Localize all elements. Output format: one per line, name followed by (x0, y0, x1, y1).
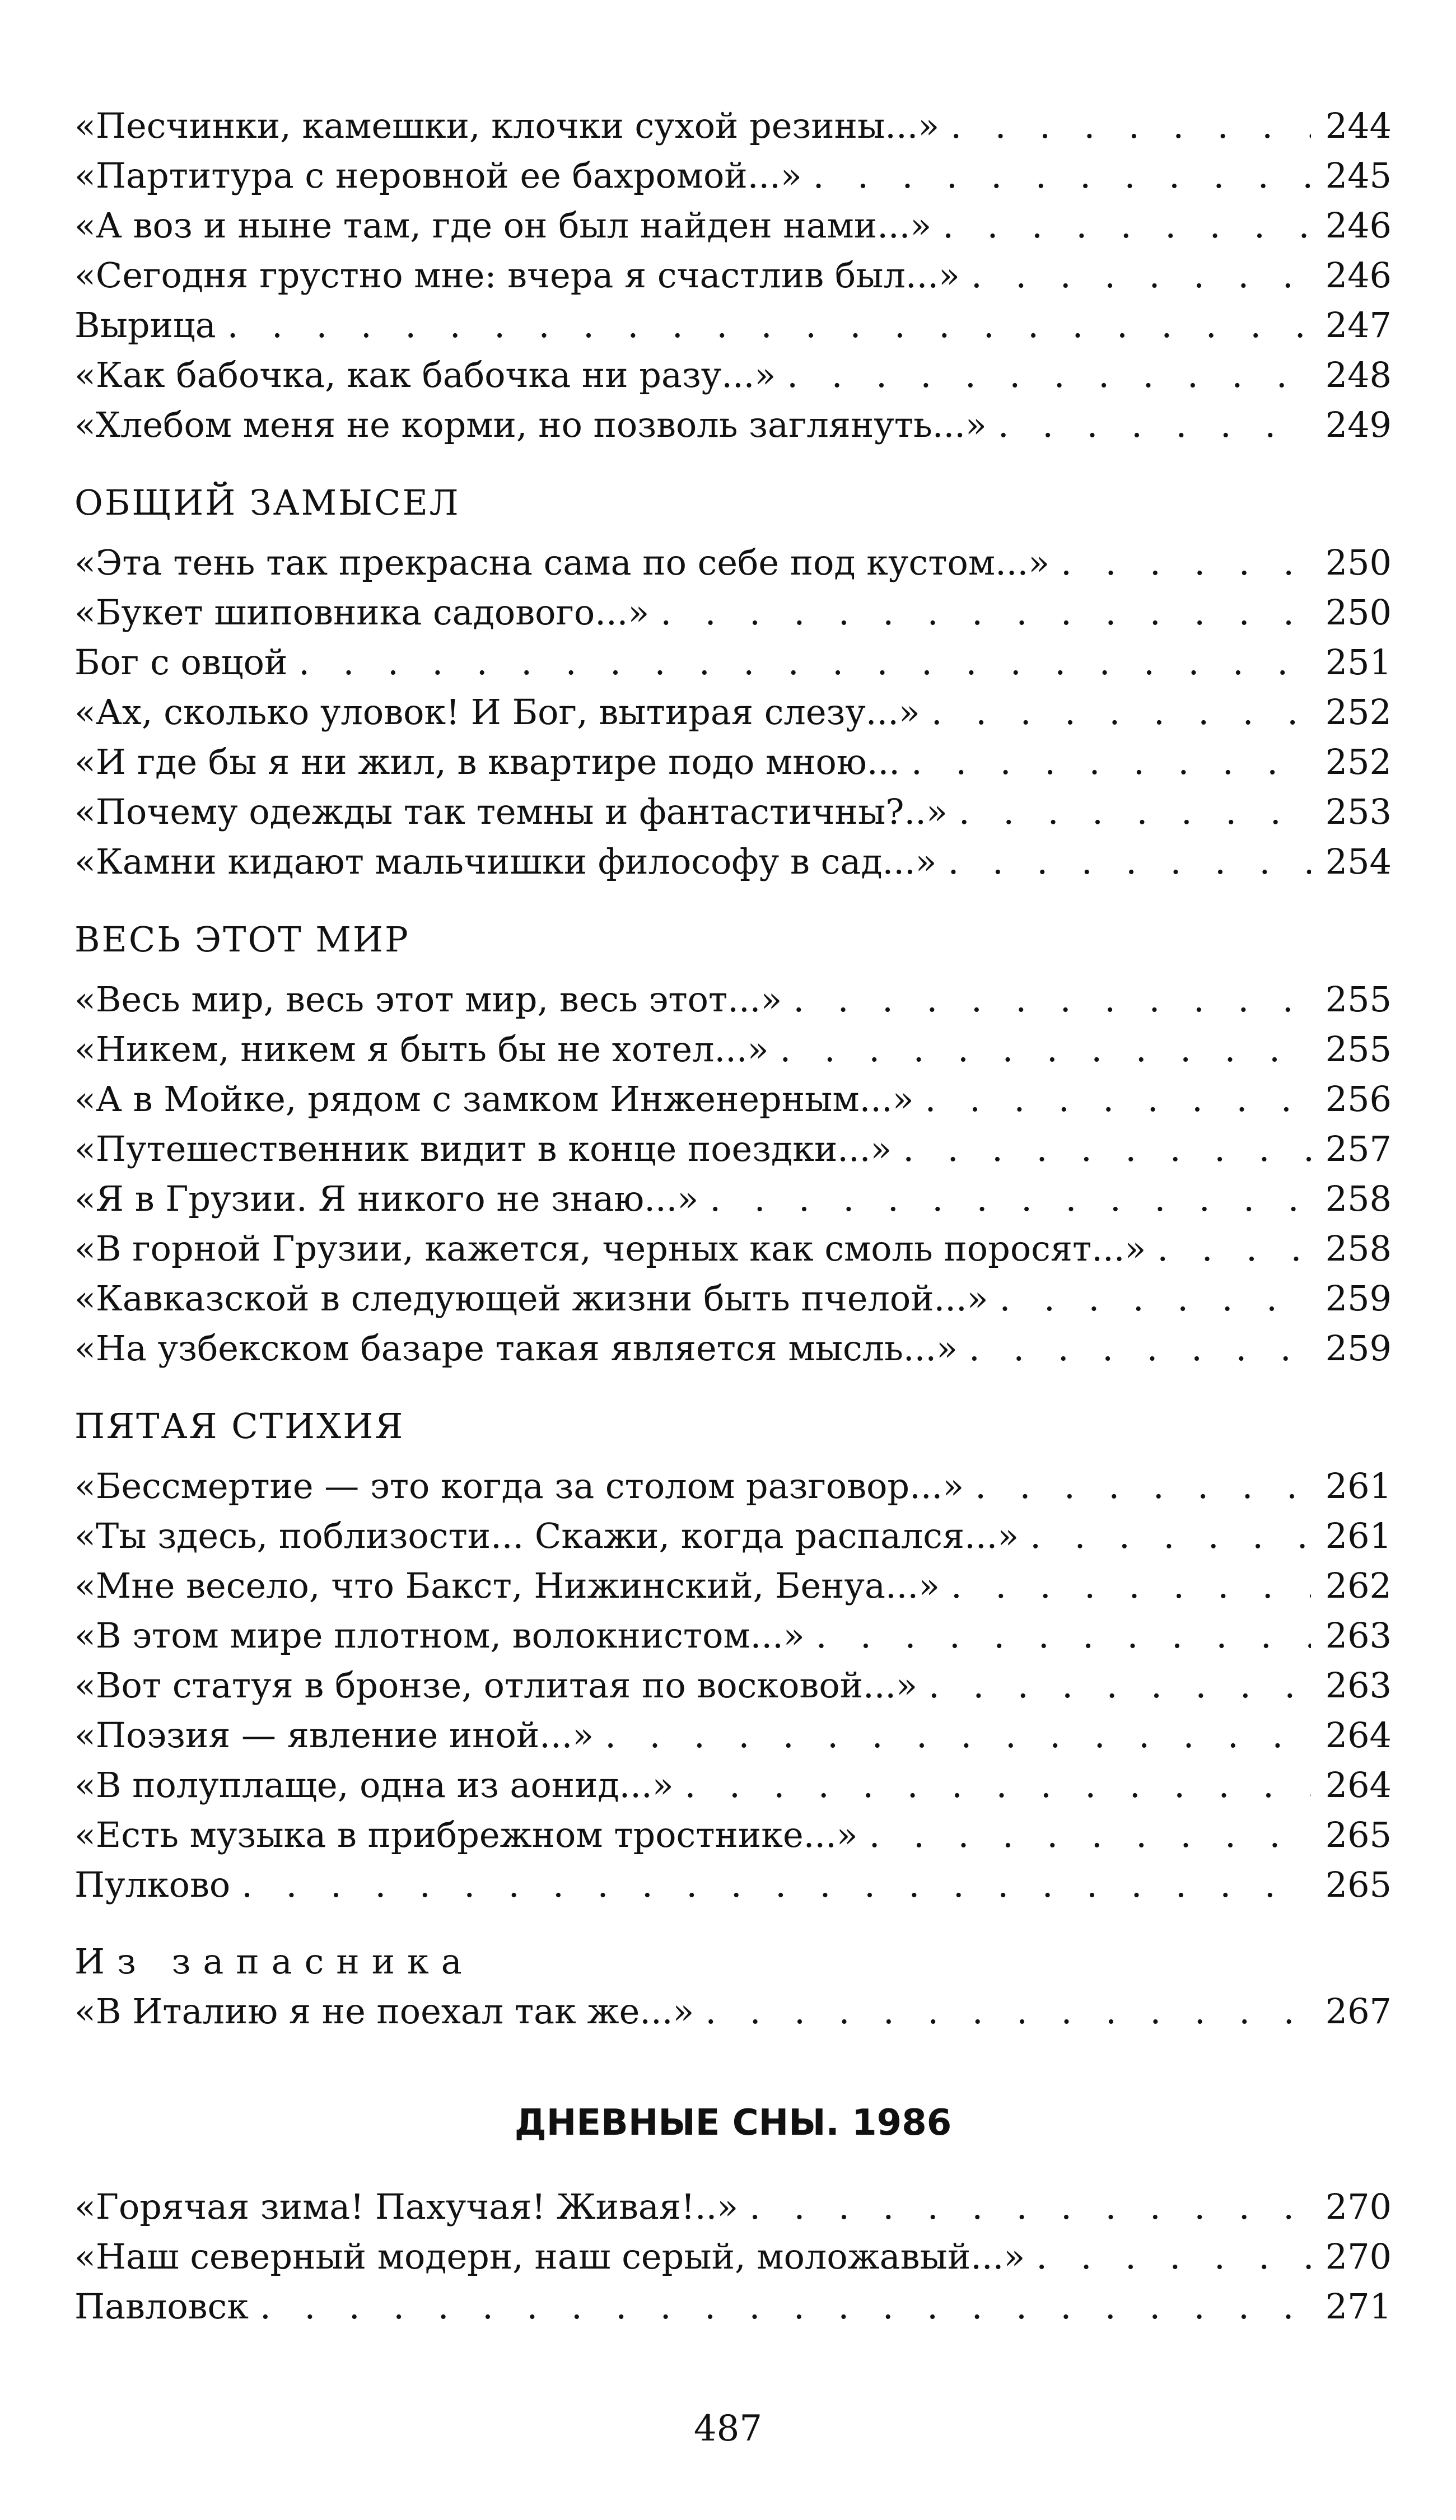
entry-page: 245 (1325, 155, 1392, 196)
entry-page: 261 (1325, 1466, 1392, 1506)
leader-dots (975, 1461, 1311, 1511)
entry-title: Павловск (74, 2286, 249, 2327)
leader-dots (710, 1174, 1311, 1224)
leader-dots (969, 1323, 1311, 1373)
entry-page: 251 (1325, 642, 1392, 683)
entry-page: 263 (1325, 1665, 1392, 1706)
toc-entry (74, 1461, 1392, 1511)
entry-title: «Кавказской в следующей жизни быть пчелой...» (74, 1278, 988, 1319)
entry-title: «Бессмертие — это когда за столом разговор...» (74, 1466, 964, 1506)
entry-title: «На узбекском базаре такая является мысль...» (74, 1328, 958, 1369)
page-number: 487 (693, 2408, 763, 2449)
leader-dots (787, 350, 1311, 400)
entry-page: 252 (1325, 692, 1392, 732)
entry-title: «Весь мир, весь этот мир, весь этот...» (74, 979, 782, 1020)
entry-page: 267 (1325, 1991, 1392, 2032)
entry-title: «А воз и ныне там, где он был найден нами...» (74, 205, 932, 246)
toc-entry (74, 1224, 1392, 1273)
toc-entry (74, 1024, 1392, 1074)
entry-title: Вырица (74, 305, 216, 346)
leader-dots (950, 101, 1311, 151)
table-of-contents (74, 101, 1392, 2331)
entry-page: 250 (1325, 592, 1392, 633)
entry-page: 262 (1325, 1565, 1392, 1606)
entry-page: 271 (1325, 2286, 1392, 2327)
leader-dots (1036, 2232, 1311, 2281)
toc-entry (74, 350, 1392, 400)
entry-title: «В полуплаще, одна из аонид...» (74, 1765, 674, 1805)
leader-dots (660, 587, 1311, 637)
toc-archive (74, 1936, 1392, 2036)
toc-entry (74, 2232, 1392, 2281)
entry-page: 259 (1325, 1328, 1392, 1369)
entry-page: 258 (1325, 1228, 1392, 1269)
entry-title: «В этом мире плотном, волокнистом...» (74, 1615, 805, 1656)
entry-title: «Эта тень так прекрасна сама по себе под кустом...» (74, 542, 1050, 583)
entry-page: 270 (1325, 2186, 1392, 2227)
toc-entry (74, 300, 1392, 350)
entry-title: «В горной Грузии, кажется, черных как смоль поросят...» (74, 1228, 1146, 1269)
leader-dots (1061, 538, 1311, 587)
entry-page: 261 (1325, 1515, 1392, 1556)
leader-dots (241, 1860, 1311, 1910)
entry-page: 258 (1325, 1178, 1392, 1219)
entry-page: 253 (1325, 791, 1392, 832)
toc-entry (74, 737, 1392, 787)
toc-entry (74, 2281, 1392, 2331)
entry-title: «Хлебом меня не корми, но позволь заглянуть...» (74, 404, 987, 445)
leader-dots (749, 2182, 1311, 2232)
part-title: ДНЕВНЫЕ СНЫ. 1986 (514, 2102, 952, 2144)
toc-entry (74, 1986, 1392, 2036)
entry-page: 265 (1325, 1814, 1392, 1855)
entry-page: 265 (1325, 1864, 1392, 1905)
leader-dots (971, 250, 1311, 300)
entry-title: «Никем, никем я быть бы не хотел...» (74, 1029, 769, 1070)
entry-page: 255 (1325, 979, 1392, 1020)
entry-page: 252 (1325, 741, 1392, 782)
toc-entry (74, 1124, 1392, 1174)
toc-entry (74, 637, 1392, 687)
toc-entry (74, 538, 1392, 587)
entry-title: «Путешественник видит в конце поездки...» (74, 1128, 892, 1169)
entry-title: «Сегодня грустно мне: вчера я счастлив был...» (74, 255, 960, 296)
leader-dots (227, 300, 1311, 350)
leader-dots (1000, 1273, 1311, 1323)
leader-dots (925, 1074, 1311, 1124)
toc-entry (74, 2182, 1392, 2232)
toc-entry (74, 1323, 1392, 1373)
toc-entry (74, 1561, 1392, 1611)
entry-page: 248 (1325, 354, 1392, 395)
entry-page: 246 (1325, 255, 1392, 296)
entry-title: «В Италию я не поехал так же...» (74, 1991, 694, 2032)
toc-entry (74, 101, 1392, 151)
toc-entry (74, 1660, 1392, 1710)
leader-dots (1030, 1511, 1311, 1561)
leader-dots (951, 1561, 1311, 1611)
entry-title: «Песчинки, камешки, клочки сухой резины...» (74, 105, 940, 146)
entry-title: «Как бабочка, как бабочка ни разу...» (74, 354, 776, 395)
toc-entry (74, 1810, 1392, 1860)
toc-entry (74, 1760, 1392, 1810)
entry-page: 250 (1325, 542, 1392, 583)
entry-page: 263 (1325, 1615, 1392, 1656)
toc-entry (74, 687, 1392, 737)
leader-dots (705, 1986, 1311, 2036)
toc-entry (74, 1710, 1392, 1760)
leader-dots (780, 1024, 1311, 1074)
toc-entry (74, 400, 1392, 450)
toc-entry (74, 200, 1392, 250)
leader-dots (813, 151, 1311, 200)
leader-dots (1157, 1224, 1311, 1273)
entry-title: «Почему одежды так темны и фантастичны?..» (74, 791, 948, 832)
section-heading: ВЕСЬ ЭТОТ МИР (74, 919, 410, 960)
leader-dots (298, 637, 1311, 687)
leader-dots (793, 974, 1311, 1024)
entry-page: 255 (1325, 1029, 1392, 1070)
leader-dots (998, 400, 1311, 450)
leader-dots (605, 1710, 1311, 1760)
toc-entry (74, 1860, 1392, 1910)
toc-entry (74, 587, 1392, 637)
toc-entry (74, 974, 1392, 1024)
entry-page: 247 (1325, 305, 1392, 346)
toc-section (74, 478, 1392, 886)
entry-title: «Есть музыка в прибрежном тростнике...» (74, 1814, 858, 1855)
entry-page: 259 (1325, 1278, 1392, 1319)
leader-dots (928, 1660, 1311, 1710)
leader-dots (959, 787, 1311, 837)
entry-title: «Мне весело, что Бакст, Нижинский, Бенуа...» (74, 1565, 940, 1606)
toc-entry (74, 250, 1392, 300)
entry-page: 257 (1325, 1128, 1392, 1169)
toc-entry (74, 1174, 1392, 1224)
entry-page: 264 (1325, 1765, 1392, 1805)
toc-entry (74, 1074, 1392, 1124)
leader-dots (903, 1124, 1311, 1174)
toc-entry (74, 151, 1392, 200)
leader-dots (869, 1810, 1311, 1860)
toc-section (74, 914, 1392, 1373)
entry-page: 246 (1325, 205, 1392, 246)
entry-title: «Партитура с неровной ее бахромой...» (74, 155, 802, 196)
entry-page: 256 (1325, 1079, 1392, 1119)
entry-title: «Горячая зима! Пахучая! Живая!..» (74, 2186, 739, 2227)
entry-title: «Наш северный модерн, наш серый, моложавый...» (74, 2236, 1025, 2277)
entry-title: Бог с овцой (74, 642, 288, 683)
entry-page: 264 (1325, 1715, 1392, 1756)
archive-heading: Из запасника (74, 1941, 474, 1982)
entry-page: 249 (1325, 404, 1392, 445)
entry-page: 244 (1325, 105, 1392, 146)
toc-section (74, 1401, 1392, 1910)
entry-title: «Я в Грузии. Я никого не знаю...» (74, 1178, 699, 1219)
section-heading: ОБЩИЙ ЗАМЫСЕЛ (74, 482, 460, 523)
leader-dots (931, 687, 1311, 737)
entry-title: «Поэзия — явление иной...» (74, 1715, 594, 1756)
toc-entry (74, 1511, 1392, 1561)
leader-dots (260, 2281, 1311, 2331)
entry-title: «А в Мойке, рядом с замком Инженерным...» (74, 1079, 914, 1119)
entry-page: 270 (1325, 2236, 1392, 2277)
entry-page: 254 (1325, 841, 1392, 882)
toc-entry (74, 787, 1392, 837)
toc-part (74, 2098, 1392, 2331)
entry-title: «Вот статуя в бронзе, отлитая по восковой...» (74, 1665, 918, 1706)
leader-dots (948, 837, 1311, 886)
entry-title: Пулково (74, 1864, 231, 1905)
toc-entry (74, 1611, 1392, 1660)
entry-title: «Букет шиповника садового...» (74, 592, 650, 633)
leader-dots (816, 1611, 1311, 1660)
leader-dots (942, 200, 1311, 250)
leader-dots (685, 1760, 1311, 1810)
entry-title: «Камни кидают мальчишки философу в сад...» (74, 841, 937, 882)
entry-title: «Ах, сколько уловок! И Бог, вытирая слезу...» (74, 692, 920, 732)
entry-title: «И где бы я ни жил, в квартире подо мною... (74, 741, 900, 782)
leader-dots (911, 737, 1311, 787)
entry-title: «Ты здесь, поблизости... Скажи, когда распался...» (74, 1515, 1019, 1556)
toc-entry (74, 837, 1392, 886)
toc-entry (74, 1273, 1392, 1323)
toc-section (74, 101, 1392, 450)
section-heading: ПЯТАЯ СТИХИЯ (74, 1406, 405, 1446)
